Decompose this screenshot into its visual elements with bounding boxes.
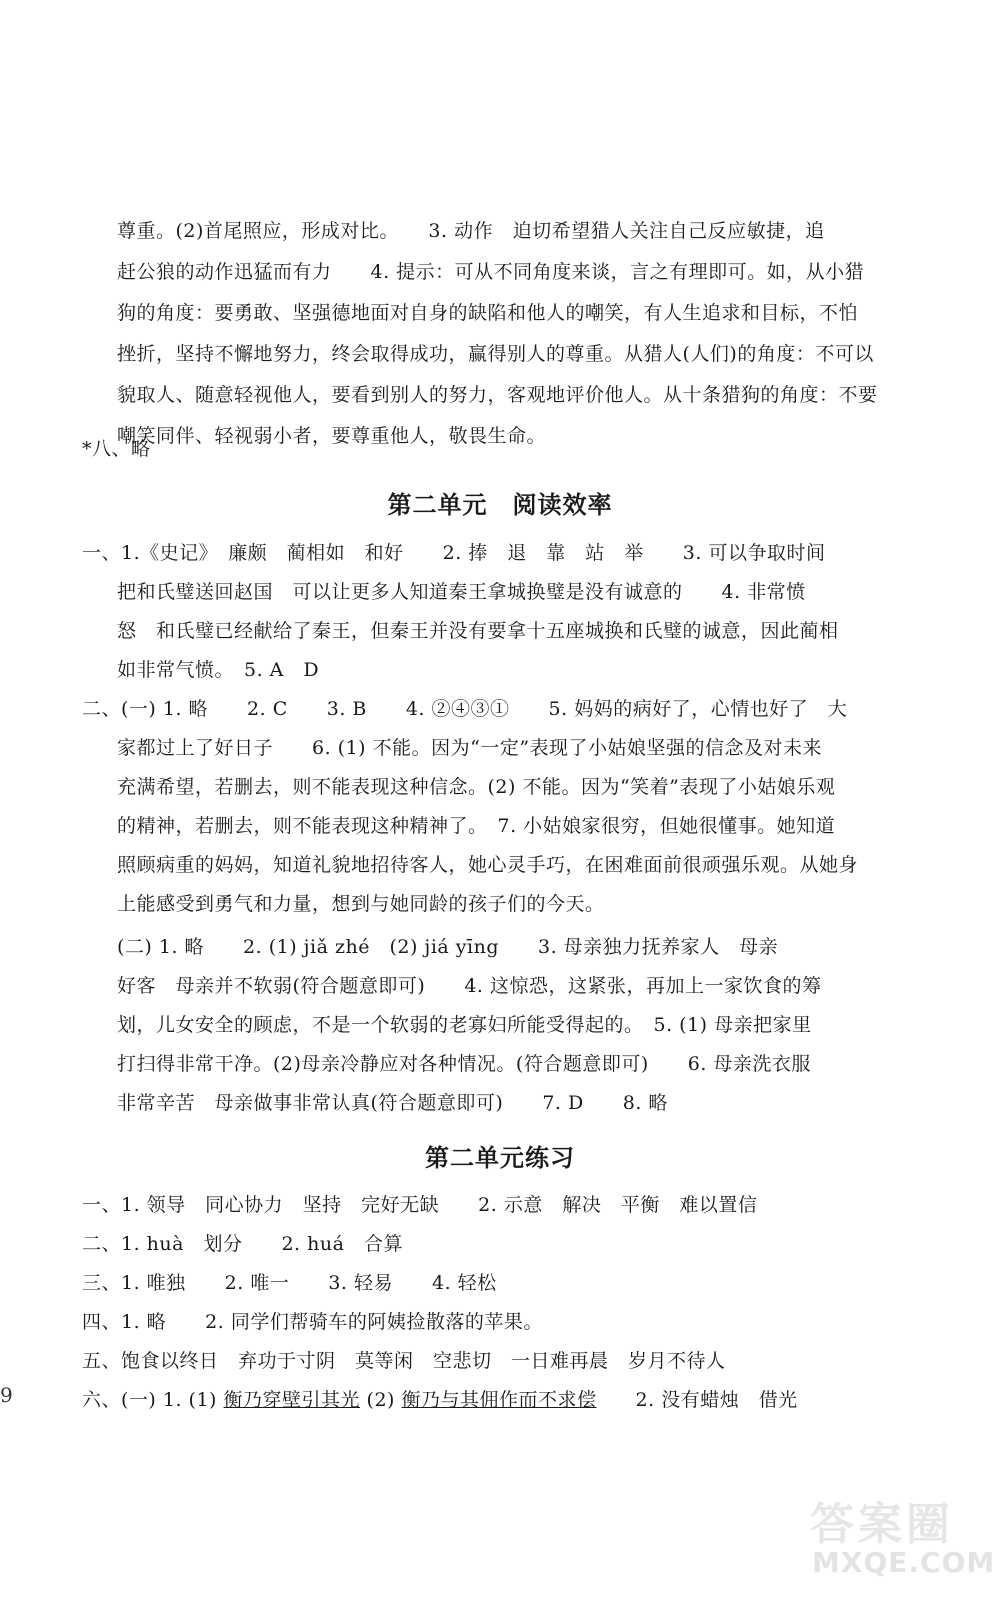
item-eight: *八、略 (82, 438, 151, 460)
text-line: 划，儿女安全的顾虑，不是一个软弱的老寡妇所能受得起的。 5. (1) 母亲把家里 (117, 1014, 812, 1036)
line-suffix: 2. 没有蜡烛 借光 (596, 1389, 798, 1411)
text-line: 貌取人、随意轻视他人，要看到别人的努力，客观地评价他人。从十条猎狗的角度：不要 (117, 384, 878, 406)
text-line: 三、1. 唯独 2. 唯一 3. 轻易 4. 轻松 (82, 1272, 497, 1294)
watermark-text: 答案圈 (810, 1499, 954, 1550)
text-line: 赶公狼的动作迅猛而有力 4. 提示：可从不同角度来谈，言之有理即可。如，从小猎 (117, 261, 865, 283)
text-line: 充满希望，若删去，则不能表现这种信念。(2) 不能。因为“笑着”表现了小姑娘乐观 (117, 776, 836, 798)
line-prefix: 六、(一) 1. (1) (82, 1389, 224, 1411)
text-line: 二、1. huà 划分 2. huá 合算 (82, 1233, 403, 1255)
section-title: 第二单元 阅读效率 (387, 491, 613, 519)
text-line: 一、1. 领导 同心协力 坚持 完好无缺 2. 示意 解决 平衡 难以置信 (82, 1194, 758, 1216)
text-line: 好客 母亲并不软弱(符合题意即可) 4. 这惊恐，这紧张，再加上一家饮食的筹 (117, 975, 822, 997)
text-line: 家都过上了好日子 6. (1) 不能。因为“一定”表现了小姑娘坚强的信念及对未来 (117, 737, 823, 759)
text-line: 一、1.《史记》 廉颇 蔺相如 和好 2. 捧 退 靠 站 举 3. 可以争取时间 (82, 542, 826, 564)
watermark-url: MXQE.COM (812, 1546, 996, 1579)
text-line: 五、饱食以终日 弃功于寸阴 莫等闲 空悲切 一日难再晨 岁月不待人 (82, 1350, 726, 1372)
text-line: 非常辛苦 母亲做事非常认真(符合题意即可) 7. D 8. 略 (117, 1092, 668, 1114)
text-line: 照顾病重的妈妈，知道礼貌地招待客人，她心灵手巧，在困难面前很顽强乐观。从她身 (117, 854, 859, 876)
text-line: 怒 和氏璧已经献给了秦王，但秦王并没有要拿十五座城换和氏璧的诚意，因此蔺相 (117, 620, 839, 642)
text-line: 挫折，坚持不懈地努力，终会取得成功，赢得别人的尊重。从猎人(人们)的角度：不可以 (117, 343, 874, 365)
text-line: 嘲笑同伴、轻视弱小者，要尊重他人，敬畏生命。 (117, 425, 547, 447)
section-title: 第二单元练习 (425, 1144, 575, 1172)
text-line: 把和氏璧送回赵国 可以让更多人知道秦王拿城换璧是没有诚意的 4. 非常愤 (117, 581, 806, 603)
underlined-answer: 衡乃与其佣作而不求偿 (401, 1389, 597, 1411)
text-line: 狗的角度：要勇敢、坚强德地面对自身的缺陷和他人的嘲笑，有人生追求和目标，不怕 (117, 302, 859, 324)
page-number: 9 (0, 1383, 13, 1407)
line-middle: (2) (360, 1389, 402, 1411)
text-line: 二、(一) 1. 略 2. C 3. B 4. ②④③① 5. 妈妈的病好了，心情也好了 大 (82, 698, 848, 720)
text-line (82, 1387, 798, 1413)
text-line: (二) 1. 略 2. (1) jiǎ zhé (2) jiá yīng 3. 母亲独力抚养家人 母亲 (117, 936, 779, 958)
watermark-logo (810, 1488, 996, 1588)
text-line: 尊重。(2)首尾照应，形成对比。 3. 动作 迫切希望猎人关注自己反应敏捷，追 (117, 220, 825, 242)
text-line: 打扫得非常干净。(2)母亲冷静应对各种情况。(符合题意即可) 6. 母亲洗衣服 (117, 1053, 811, 1075)
text-line: 的精神，若删去，则不能表现这种精神了。 7. 小姑娘家很穷，但她很懂事。她知道 (117, 815, 836, 837)
text-line: 四、1. 略 2. 同学们帮骑车的阿姨捡散落的苹果。 (82, 1311, 543, 1333)
text-line: 上能感受到勇气和力量，想到与她同龄的孩子们的今天。 (117, 893, 605, 915)
underlined-answer: 衡乃穿壁引其光 (223, 1389, 361, 1411)
text-line: 如非常气愤。 5. A D (117, 659, 320, 681)
